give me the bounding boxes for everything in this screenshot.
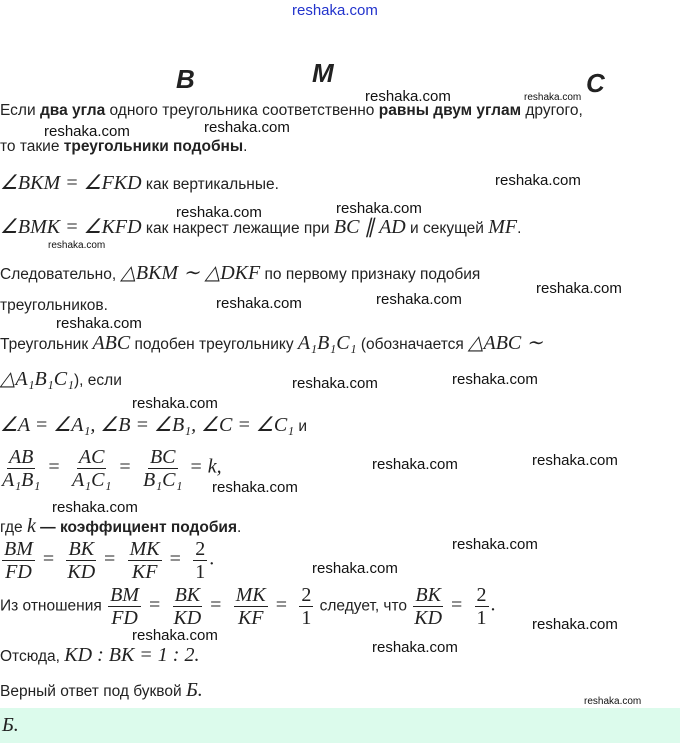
text: другого, <box>521 102 583 119</box>
from-ratio-line: Из отношения $\frac{BM}{FD}$ = $\frac{BK}{KD}$ = $\frac{MK}{KF}$ = $\frac{2}{1}$ следует, что $\frac{BK}{KD}$ = $\frac{2}{1}$ . <box>0 584 496 629</box>
watermark: reshaka.com <box>372 456 458 473</box>
watermark: reshaka.com <box>376 291 462 308</box>
text: ), если <box>74 372 122 389</box>
text: как накрест лежащие при <box>141 220 334 237</box>
definition-line-1 <box>0 330 543 355</box>
watermark: reshaka.com <box>584 696 642 707</box>
math: KD : BK = 1 : 2. <box>64 644 200 666</box>
text: и <box>294 418 308 435</box>
answer-value: Б. <box>2 714 19 736</box>
denominator: FD <box>5 561 32 583</box>
fraction <box>72 446 111 491</box>
numerator: 2 <box>476 584 487 606</box>
watermark: reshaka.com <box>44 123 130 140</box>
watermark: reshaka.com <box>452 536 538 553</box>
coefficient-line <box>0 515 241 538</box>
text: Верный ответ под буквой <box>0 683 186 700</box>
watermark: reshaka.com <box>212 479 298 496</box>
watermark: reshaka.com <box>365 88 451 105</box>
denominator: B₁C₁ <box>143 469 183 491</box>
numerator: 2 <box>195 538 206 560</box>
denominator: KD <box>173 607 202 629</box>
fraction <box>413 584 443 629</box>
text: . <box>243 138 248 155</box>
ratio-line: $\frac{BM}{FD}$ = $\frac{BK}{KD}$ = $\frac{MK}{KF}$ = $\frac{2}{1}$ . <box>4 538 215 583</box>
text: и секущей <box>405 220 489 237</box>
fraction <box>2 446 40 491</box>
math: k <box>26 515 36 537</box>
watermark: reshaka.com <box>132 627 218 644</box>
bold-text: — коэффициент подобия <box>35 519 237 536</box>
denominator: A₁C₁ <box>71 469 112 491</box>
angle-bkm-line <box>0 170 279 195</box>
math: △A₁B₁C₁ <box>0 368 75 390</box>
fraction <box>143 446 182 491</box>
numerator: AC <box>78 446 105 468</box>
ratio-definition: $\frac{AB}{\text{A₁B₁}}$ = $\frac{AC}{\text{A₁C₁}}$ = $\frac{BC}{\text{B₁C₁}}$ = k, <box>2 446 222 491</box>
numerator: BK <box>174 584 201 606</box>
math: MF <box>488 216 518 238</box>
math: A₁B₁C₁ <box>297 332 357 354</box>
math: ∠BKM = ∠FKD <box>0 172 142 194</box>
fraction <box>128 538 162 583</box>
watermark: reshaka.com <box>204 119 290 136</box>
math: ∠BMK = ∠KFD <box>0 216 142 238</box>
watermark: reshaka.com <box>312 560 398 577</box>
watermark: reshaka.com <box>536 280 622 297</box>
watermark: reshaka.com <box>176 204 262 221</box>
figure-label-c: C <box>586 68 605 98</box>
fraction <box>66 538 96 583</box>
text: одного треугольника соответственно <box>105 102 379 119</box>
math: △BKM ∼ △DKF <box>120 262 261 284</box>
bold-text: равны двум углам <box>378 102 522 119</box>
rule-line-2 <box>0 138 247 156</box>
text: по первому признаку подобия <box>260 266 481 283</box>
text: то такие <box>0 138 64 155</box>
fraction <box>2 538 35 583</box>
watermark: reshaka.com <box>292 375 378 392</box>
watermark: reshaka.com <box>532 616 618 633</box>
numerator: AB <box>8 446 34 468</box>
numerator: BK <box>68 538 95 560</box>
text: Если <box>0 102 40 119</box>
text: Из отношения <box>0 597 107 615</box>
numerator: BM <box>4 538 33 560</box>
fraction <box>173 584 203 629</box>
text: Отсюда, <box>0 648 65 665</box>
math: k, <box>207 455 222 478</box>
numerator: 2 <box>301 584 312 606</box>
watermark: reshaka.com <box>52 499 138 516</box>
watermark: reshaka.com <box>216 295 302 312</box>
site-title-link[interactable]: reshaka.com <box>292 2 378 19</box>
denominator: A₁B₁ <box>2 469 41 491</box>
text: . <box>517 220 522 237</box>
text: подобен треугольнику <box>130 336 298 353</box>
text: где <box>0 519 27 536</box>
watermark: reshaka.com <box>372 639 458 656</box>
math: ∠A = ∠A₁, ∠B = ∠B₁, ∠C = ∠C₁ <box>0 414 295 436</box>
denominator: KD <box>67 561 96 583</box>
numerator: BK <box>415 584 441 606</box>
math: . <box>490 593 496 616</box>
fraction <box>193 538 207 583</box>
figure-label-m: M <box>312 58 334 88</box>
hence-line <box>0 644 199 667</box>
math: . <box>209 547 215 570</box>
numerator: BM <box>110 584 139 606</box>
definition-line-2 <box>0 366 122 391</box>
answer-line <box>0 679 203 702</box>
math: △ABC ∼ <box>468 332 544 354</box>
math: Б. <box>185 679 203 701</box>
text: Треугольник <box>0 336 93 353</box>
rule-line-1 <box>0 102 583 120</box>
watermark: reshaka.com <box>48 240 106 251</box>
watermark: reshaka.com <box>56 315 142 332</box>
text: (обозначается <box>356 336 469 353</box>
bold-text: треугольники подобны <box>63 138 244 155</box>
fraction <box>234 584 268 629</box>
text: следует, что <box>319 597 412 615</box>
fraction <box>475 584 489 629</box>
watermark: reshaka.com <box>495 172 581 189</box>
text: как вертикальные. <box>141 176 279 193</box>
fraction <box>299 584 313 629</box>
denominator: KF <box>131 561 158 583</box>
answer-box <box>0 708 680 743</box>
watermark: reshaka.com <box>524 92 582 103</box>
bold-text: два угла <box>39 102 106 119</box>
fraction <box>108 584 141 629</box>
watermark: reshaka.com <box>452 371 538 388</box>
denominator: KF <box>237 607 264 629</box>
denominator: FD <box>111 607 138 629</box>
math: BC ∥ AD <box>333 216 406 238</box>
conclusion-line-2: треугольников. <box>0 297 108 314</box>
conclusion-line-1 <box>0 260 480 285</box>
numerator: MK <box>129 538 160 560</box>
numerator: MK <box>235 584 266 606</box>
figure-label-b: B <box>176 64 195 94</box>
watermark: reshaka.com <box>532 452 618 469</box>
denominator: KD <box>414 607 443 629</box>
numerator: BC <box>149 446 176 468</box>
text: . <box>237 519 242 536</box>
denominator: 1 <box>301 607 312 629</box>
watermark: reshaka.com <box>132 395 218 412</box>
angles-line <box>0 412 307 437</box>
math: ABC <box>92 332 131 354</box>
denominator: 1 <box>195 561 206 583</box>
denominator: 1 <box>476 607 487 629</box>
watermark: reshaka.com <box>336 200 422 217</box>
text: Следовательно, <box>0 266 121 283</box>
